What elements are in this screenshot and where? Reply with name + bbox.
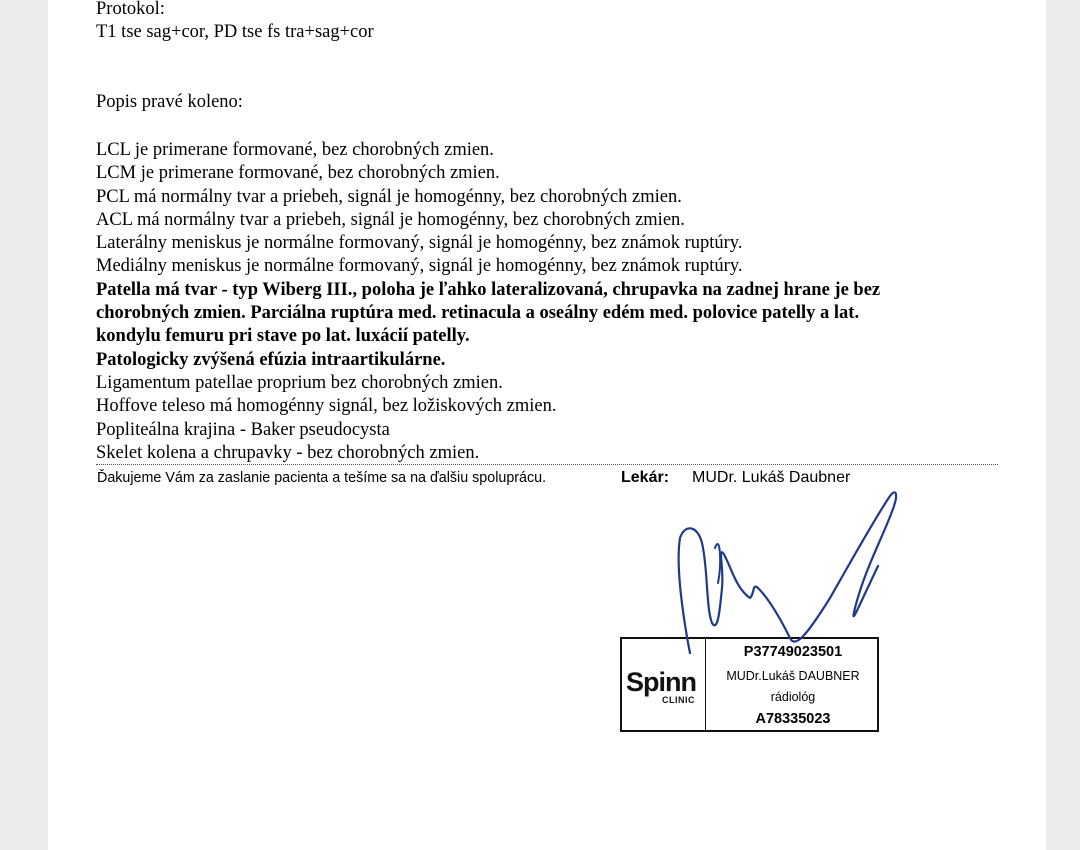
finding-line: Popliteálna krajina - Baker pseudocysta	[96, 419, 390, 440]
finding-line: LCM je primerane formované, bez chorobných zmien.	[96, 163, 500, 184]
finding-line: Patella má tvar - typ Wiberg III., poloha je ľahko lateralizovaná, chrupavka na zadnej hrane je bez	[96, 279, 881, 300]
footer-divider	[96, 464, 998, 465]
handwritten-signature	[660, 488, 910, 658]
clinic-logo: Spinn	[626, 667, 696, 697]
thanks-text: Ďakujeme Vám za zaslanie pacienta a tešíme sa na ďalšiu spoluprácu.	[97, 470, 547, 486]
clinic-logo-sub: CLINIC	[662, 695, 695, 705]
finding-line: Skelet kolena a chrupavky - bez chorobných zmien.	[96, 442, 480, 463]
finding-line: Ligamentum patellae proprium bez chorobných zmien.	[96, 372, 503, 393]
protocol-sequences: T1 tse sag+cor, PD tse fs tra+sag+cor	[96, 22, 374, 42]
finding-line: chorobných zmien. Parciálna ruptúra med. retinacula a oseálny edém med. polovice patelly a lat.	[96, 303, 860, 324]
finding-line: LCL je primerane formované, bez chorobných zmien.	[96, 140, 494, 160]
protocol-label: Protokol:	[96, 0, 165, 19]
finding-line: Mediálny meniskus je normálne formovaný, signál je homogénny, bez známok ruptúry.	[96, 256, 743, 277]
finding-line: Laterálny meniskus je normálne formovaný, signál je homogénny, bez známok ruptúry.	[96, 233, 743, 254]
doctor-name: MUDr. Lukáš Daubner	[692, 469, 851, 486]
findings-list	[96, 139, 996, 465]
finding-line: Patologicky zvýšená efúzia intraartikulárne.	[96, 349, 446, 370]
finding-line: kondylu femuru pri stave po lat. luxácií patelly.	[96, 326, 470, 347]
finding-line: Hoffove teleso má homogénny signál, bez ložiskových zmien.	[96, 396, 557, 417]
doctor-label: Lekár:	[621, 469, 670, 486]
description-heading: Popis pravé koleno:	[96, 92, 243, 112]
stamp-code-bottom: A78335023	[755, 711, 831, 727]
stamp-name: MUDr.Lukáš DAUBNER	[726, 669, 860, 683]
finding-line: PCL má normálny tvar a priebeh, signál je homogénny, bez chorobných zmien.	[96, 186, 682, 207]
finding-line: ACL má normálny tvar a priebeh, signál je homogénny, bez chorobných zmien.	[96, 209, 685, 230]
stamp-role: rádiológ	[770, 690, 816, 704]
stamp-code-top: P37749023501	[743, 644, 843, 660]
